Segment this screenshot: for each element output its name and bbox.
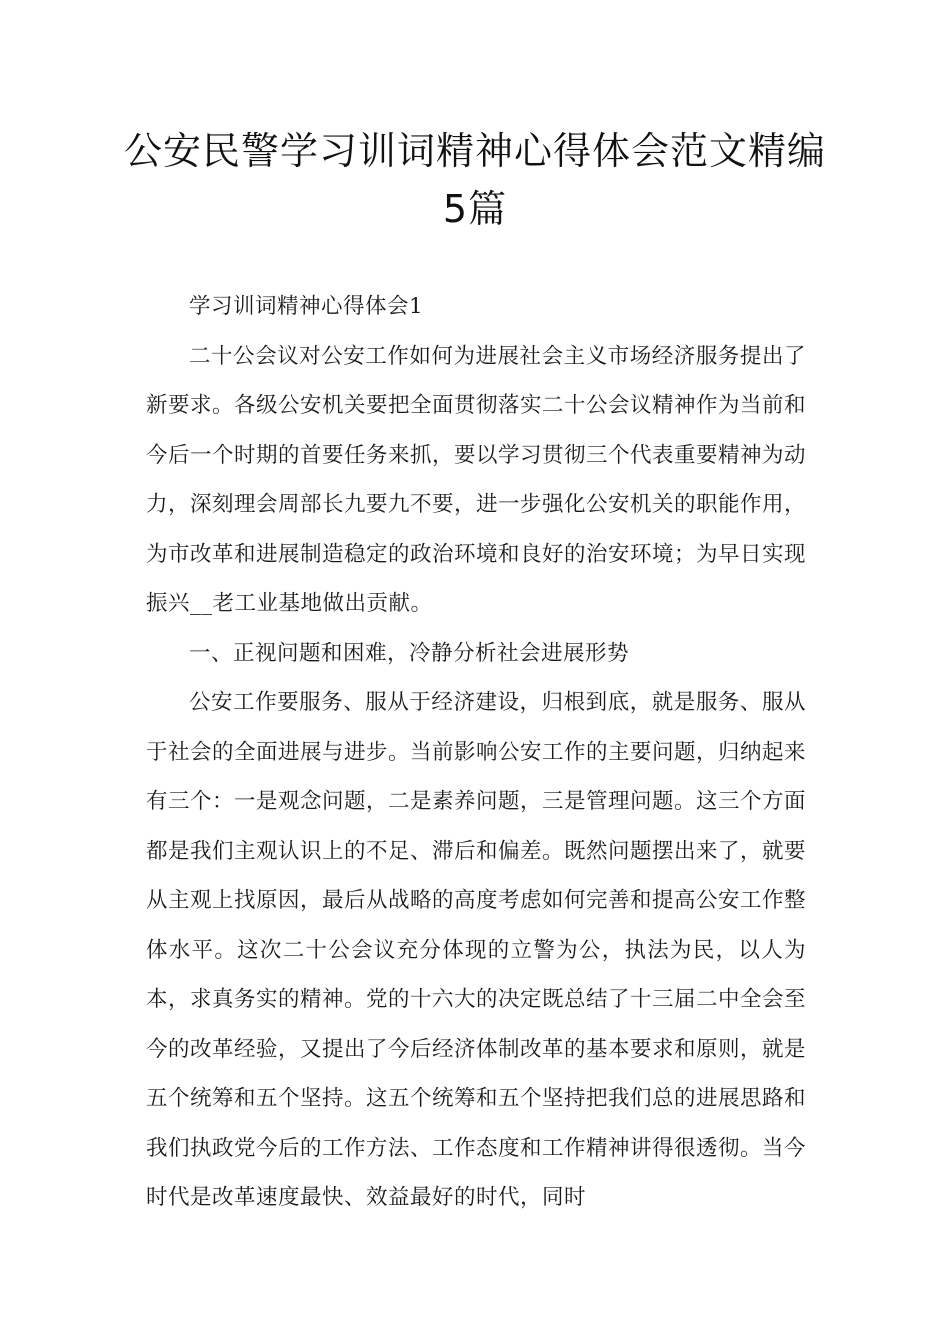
section-heading: 一、正视问题和困难，冷静分析社会进展形势 <box>189 640 630 666</box>
section-heading: 学习训词精神心得体会1 <box>189 294 424 319</box>
document-body <box>146 282 806 1223</box>
paragraph: 公安工作要服务、服从于经济建设，归根到底，就是服务、服从于社会的全面进展与进步。当前影响公安工作的主要问题，归纳起来有三个：一是观念问题，二是素养问题，三是管理问题。这三个方面都是我们主观认识上的不足、滞后和偏差。既然问题摆出来了，就要从主观上找原因，最后从战略的高度考虑如何完善和提高公安工作整体水平。这次二十公会议充分体现的立警为公，执法为民，以人为本，求真务实的精神。党的十六大的决定既总结了十三届二中全会至今的改革经验，又提出了今后经济体制改革的基本要求和原则，就是五个统筹和五个坚持。这五个统筹和五个坚持把我们总的进展思路和我们执政党今后的工作方法、工作态度和工作精神讲得很透彻。当今时代是改革速度最快、效益最好的时代，同时 <box>146 690 807 1210</box>
paragraph: 二十公会议对公安工作如何为进展社会主义市场经济服务提出了新要求。各级公安机关要把全面贯彻落实二十公会议精神作为当前和今后一个时期的首要任务来抓，要以学习贯彻三个代表重要精神为动力，深刻理会周部长九要九不要，进一步强化公安机关的职能作用，为市改革和进展制造稳定的政治环境和良好的治安环境；为早日实现振兴__老工业基地做出贡献。 <box>146 343 807 616</box>
document-title: 公安民警学习训词精神心得体会范文精编5篇 <box>123 129 826 231</box>
